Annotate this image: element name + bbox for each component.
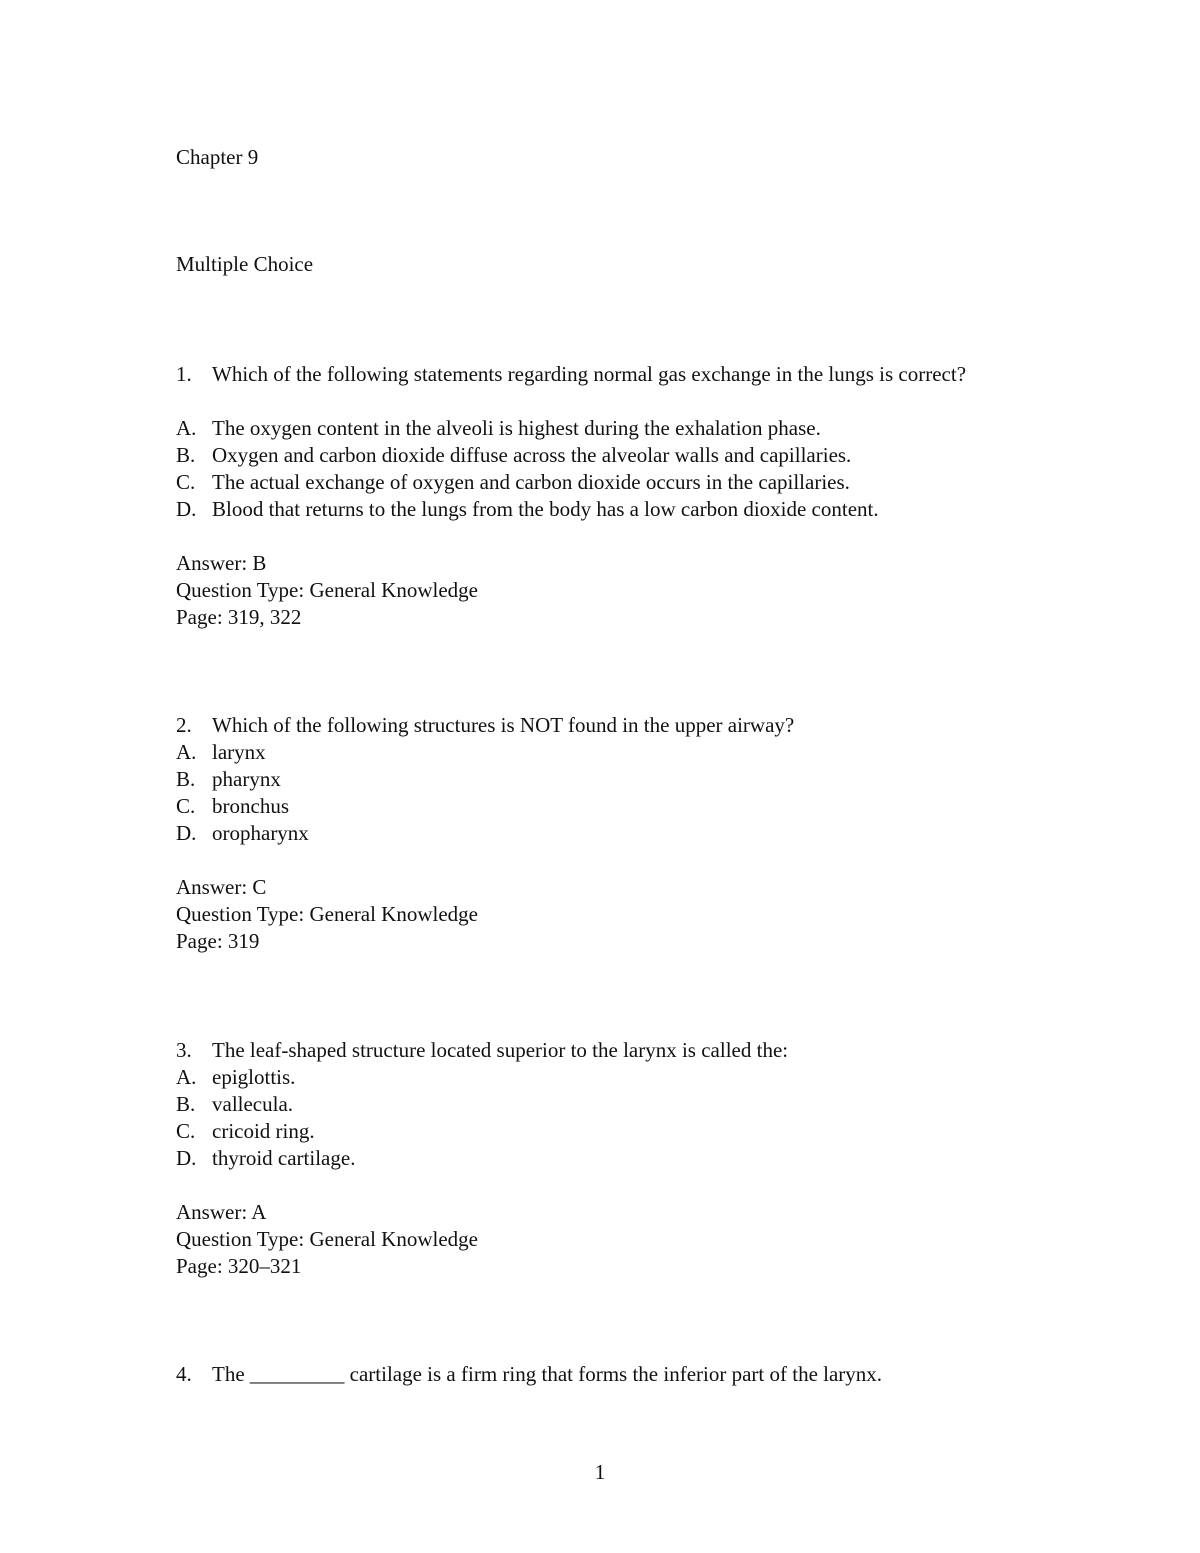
question-1-option-a xyxy=(176,415,996,442)
option-text: bronchus xyxy=(212,794,289,818)
option-letter: A. xyxy=(176,416,197,440)
question-3-stem-row xyxy=(176,1037,996,1064)
question-stem: The leaf-shaped structure located superior to the larynx is called the: xyxy=(212,1038,789,1062)
question-1-option-b xyxy=(176,442,996,469)
question-1-option-c xyxy=(176,469,996,496)
option-letter: B. xyxy=(176,767,196,791)
option-text: epiglottis. xyxy=(212,1065,296,1089)
question-3-answer: Answer: A xyxy=(176,1200,267,1224)
option-text: The actual exchange of oxygen and carbon dioxide occurs in the capillaries. xyxy=(212,470,850,494)
question-stem: Which of the following statements regarding normal gas exchange in the lungs is correct? xyxy=(212,362,967,386)
question-2-answer: Answer: C xyxy=(176,875,267,899)
option-letter: C. xyxy=(176,470,196,494)
question-2-stem-row xyxy=(176,712,996,739)
question-number: 1. xyxy=(176,362,192,386)
question-1-page: Page: 319, 322 xyxy=(176,605,302,629)
option-text: vallecula. xyxy=(212,1092,294,1116)
option-text: The oxygen content in the alveoli is highest during the exhalation phase. xyxy=(212,416,821,440)
question-2-option-b xyxy=(176,766,996,793)
question-2-option-d xyxy=(176,820,996,847)
option-text: Blood that returns to the lungs from the body has a low carbon dioxide content. xyxy=(212,497,879,521)
question-number: 4. xyxy=(176,1362,192,1386)
question-stem: Which of the following structures is NOT found in the upper airway? xyxy=(212,713,795,737)
option-letter: B. xyxy=(176,1092,196,1116)
chapter-title: Chapter 9 xyxy=(176,145,259,169)
option-text: Oxygen and carbon dioxide diffuse across the alveolar walls and capillaries. xyxy=(212,443,852,467)
option-letter: D. xyxy=(176,497,197,521)
option-letter: B. xyxy=(176,443,196,467)
option-text: oropharynx xyxy=(212,821,309,845)
question-3-page: Page: 320–321 xyxy=(176,1254,302,1278)
option-letter: C. xyxy=(176,1119,196,1143)
question-3-option-d xyxy=(176,1145,996,1172)
question-number: 3. xyxy=(176,1038,192,1062)
option-letter: A. xyxy=(176,740,197,764)
question-2-option-a xyxy=(176,739,996,766)
question-4-stem-row xyxy=(176,1361,996,1388)
option-text: thyroid cartilage. xyxy=(212,1146,356,1170)
question-3-option-b xyxy=(176,1091,996,1118)
question-stem: The _________ cartilage is a firm ring that forms the inferior part of the larynx. xyxy=(212,1362,883,1386)
question-3-option-c xyxy=(176,1118,996,1145)
option-text: cricoid ring. xyxy=(212,1119,315,1143)
page-number: 1 xyxy=(594,1460,606,1484)
question-2-page: Page: 319 xyxy=(176,929,260,953)
section-title: Multiple Choice xyxy=(176,252,314,276)
option-letter: C. xyxy=(176,794,196,818)
option-letter: A. xyxy=(176,1065,197,1089)
question-2-option-c xyxy=(176,793,996,820)
question-1-option-d xyxy=(176,496,996,523)
option-letter: D. xyxy=(176,821,197,845)
option-text: larynx xyxy=(212,740,266,764)
question-3-type: Question Type: General Knowledge xyxy=(176,1227,478,1251)
option-letter: D. xyxy=(176,1146,197,1170)
question-3-option-a xyxy=(176,1064,996,1091)
question-number: 2. xyxy=(176,713,192,737)
question-1-type: Question Type: General Knowledge xyxy=(176,578,478,602)
question-1-stem-row xyxy=(176,361,996,415)
option-text: pharynx xyxy=(212,767,281,791)
question-2-type: Question Type: General Knowledge xyxy=(176,902,478,926)
question-1-answer: Answer: B xyxy=(176,551,267,575)
